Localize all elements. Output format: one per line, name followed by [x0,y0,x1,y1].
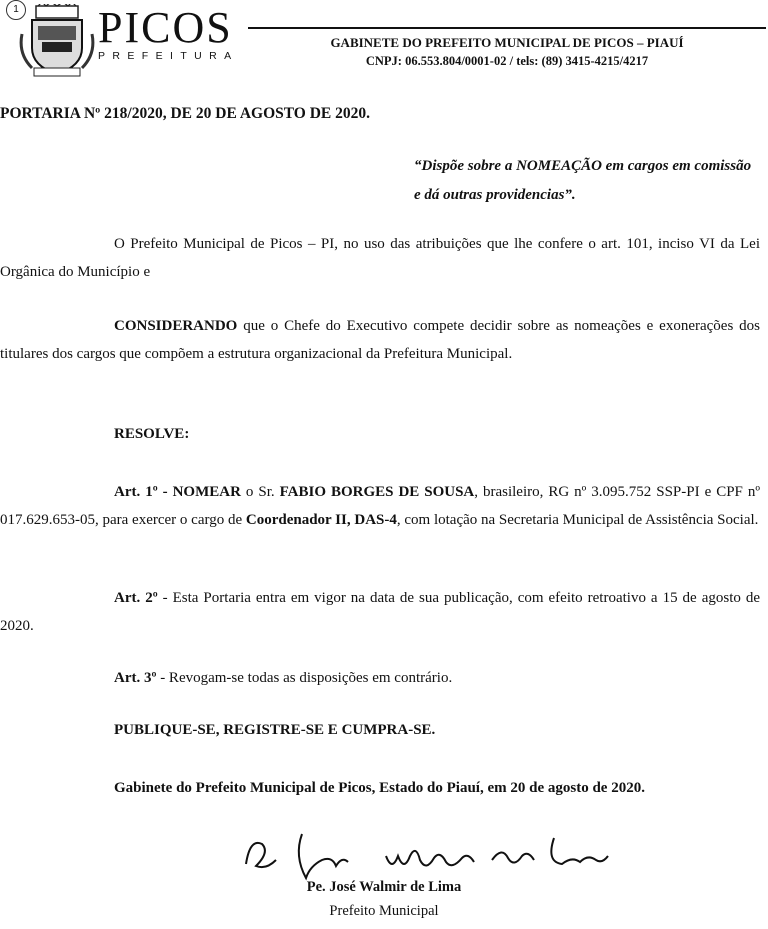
article-3 [0,664,760,692]
considering-paragraph [0,312,760,368]
article-2 [0,584,760,640]
brand-name: PICOS [98,3,233,52]
appointed-role: Coordenador II, DAS-4 [245,512,397,528]
municipal-coat-of-arms-icon [18,4,96,80]
article-3-text: - Revogam-se todas as disposições em contrário. [156,670,453,686]
page-number: 1 [6,0,26,20]
document-ementa: “Dispõe sobre a NOMEAÇÃO em cargos em comissão e dá outras providencias”. [414,158,752,203]
article-2-label: Art. 2º [114,590,158,606]
article-1-text-b: , brasileiro, RG nº 3.095.752 SSP-PI e CPF nº 017.629.653-05, para exercer o cargo de [0,484,760,528]
handwritten-signature [236,826,616,886]
article-1-text-a: o Sr. [240,484,280,500]
header-divider [248,27,766,29]
brand-subtitle: PREFEITURA [98,50,239,62]
signer-role: Prefeito Municipal [329,903,439,919]
article-2-text: - Esta Portaria entra em vigor na data de sua publicação, com efeito retroativo a 15 de agosto de 2020. [0,590,760,634]
preamble-paragraph: O Prefeito Municipal de Picos – PI, no uso das atribuições que lhe confere o art. 101, inciso VI da Lei Orgânica do Município e [0,236,760,280]
header-office: GABINETE DO PREFEITO MUNICIPAL DE PICOS – PIAUÍ [330,35,684,50]
signer-name: Pe. José Walmir de Lima [306,879,462,895]
considering-lead: CONSIDERANDO [114,318,238,334]
appointee-name: FABIO BORGES DE SOUSA [279,484,475,500]
article-1-text-c: , com lotação na Secretaria Municipal de Assistência Social. [396,512,759,528]
resolve-heading: RESOLVE: [114,426,190,442]
closing-paragraph: Gabinete do Prefeito Municipal de Picos, Estado do Piauí, em 20 de agosto de 2020. [114,780,645,796]
header-contact: CNPJ: 06.553.804/0001-02 / tels: (89) 3415-4215/4217 [365,54,649,68]
article-1 [0,478,760,534]
publish-statement: PUBLIQUE-SE, REGISTRE-SE E CUMPRA-SE. [114,722,436,738]
article-1-label: Art. 1º - NOMEAR [114,484,241,500]
document-title: PORTARIA Nº 218/2020, DE 20 DE AGOSTO DE 2020. [0,105,371,122]
article-3-label: Art. 3º [114,670,157,686]
brand-logo [98,3,239,62]
considering-text: que o Chefe do Executivo compete decidir sobre as nomeações e exonerações dos titulares dos cargos que compõem a estrutura organizacional da Prefeitura Municipal. [0,318,760,362]
